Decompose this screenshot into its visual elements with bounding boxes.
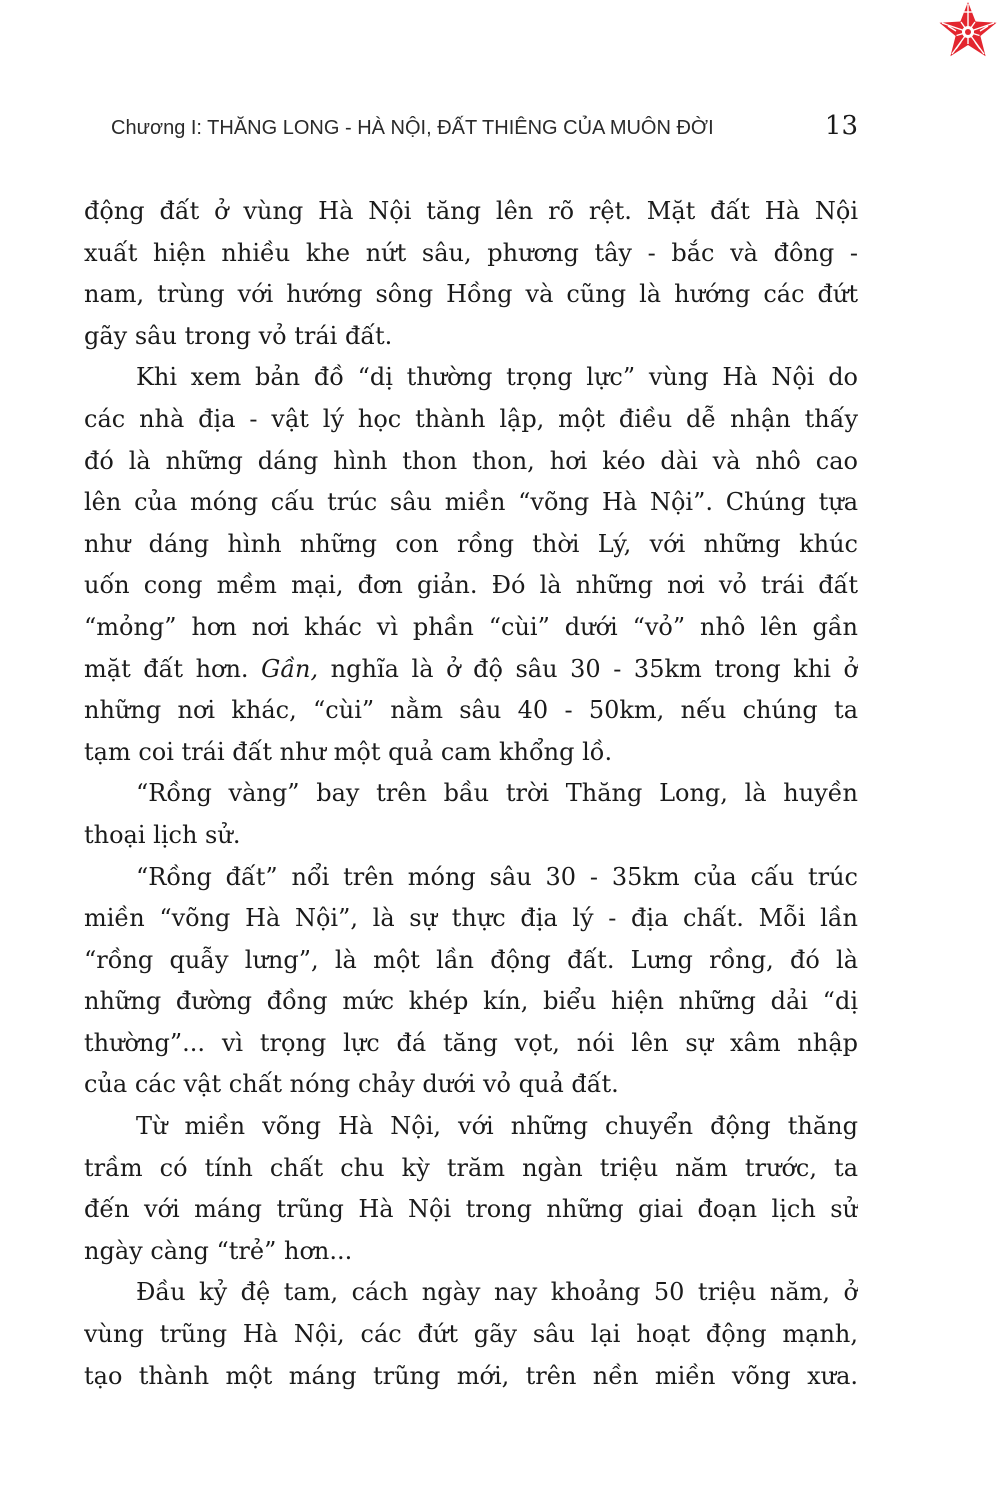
text-line (84, 649, 858, 691)
text-line: thường”... vì trọng lực đá tăng vọt, nói lên sự xâm nhập (84, 1028, 858, 1057)
text-line: tạo thành một máng trũng mới, trên nền miền võng xưa. (84, 1361, 858, 1390)
text-line: nam, trùng với hướng sông Hồng và cũng là hướng các đứt (84, 280, 858, 309)
text-line: như dáng hình những con rồng thời Lý, với những khúc (84, 529, 858, 558)
paragraph (84, 1272, 858, 1397)
text-line: “Rồng đất” nổi trên móng sâu 30 - 35km của cấu trúc (136, 862, 858, 891)
paragraph (84, 191, 858, 357)
text-line: đến với máng trũng Hà Nội trong những giai đoạn lịch sử (84, 1195, 858, 1224)
text-line: lên của móng cấu trúc sâu miền “võng Hà Nội”. Chúng tựa (84, 488, 858, 517)
text-line: gãy sâu trong vỏ trái đất. (84, 321, 393, 350)
text-line: đó là những dáng hình thon thon, hơi kéo dài và nhô cao (84, 446, 858, 475)
text-line: “Rồng vàng” bay trên bầu trời Thăng Long, là huyền (136, 779, 858, 808)
body-text (84, 191, 858, 1397)
paragraph (84, 857, 858, 1107)
text-line: các nhà địa - vật lý học thành lập, một điều dễ nhận thấy (84, 404, 858, 433)
text-line: Khi xem bản đồ “dị thường trọng lực” vùng Hà Nội do (136, 363, 858, 392)
text-line: “rồng quẫy lưng”, là một lần động đất. Lưng rồng, đó là (84, 945, 858, 974)
text-line: vùng trũng Hà Nội, các đứt gãy sâu lại hoạt động mạnh, (84, 1320, 858, 1349)
text-line: tạm coi trái đất như một quả cam khổng lồ. (84, 737, 613, 766)
text-line: miền “võng Hà Nội”, là sự thực địa lý - địa chất. Mỗi lần (84, 904, 858, 933)
text-line: Từ miền võng Hà Nội, với những chuyển động thăng (136, 1112, 858, 1141)
text-segment: mặt đất hơn. (84, 654, 262, 683)
text-line: động đất ở vùng Hà Nội tăng lên rõ rệt. Mặt đất Hà Nội (84, 197, 858, 225)
running-title: Chương I: THĂNG LONG - HÀ NỘI, ĐẤT THIÊNG CỦA MUÔN ĐỜI (111, 117, 714, 139)
text-line: những nơi khác, “cùi” nằm sâu 40 - 50km, nếu chúng ta (84, 696, 858, 725)
text-line: thoại lịch sử. (84, 820, 241, 849)
page-number: 13 (824, 111, 858, 141)
paragraph (84, 1106, 858, 1272)
paragraph (84, 773, 858, 856)
text-line: uốn cong mềm mại, đơn giản. Đó là những nơi vỏ trái đất (84, 571, 858, 600)
text-line: Đầu kỷ đệ tam, cách ngày nay khoảng 50 triệu năm, ở (136, 1278, 858, 1307)
text-line: trầm có tính chất chu kỳ trăm ngàn triệu năm trước, ta (84, 1153, 858, 1182)
text-line: của các vật chất nóng chảy dưới vỏ quả đất. (84, 1070, 619, 1099)
text-line: những đường đồng mức khép kín, biểu hiện những dải “dị (84, 987, 858, 1016)
publisher-star-emblem-icon (934, 0, 1000, 62)
text-line: “mỏng” hơn nơi khác vì phần “cùi” dưới “vỏ” nhô lên gần (84, 612, 858, 641)
text-line: xuất hiện nhiều khe nứt sâu, phương tây - bắc và đông - (84, 238, 858, 267)
text-segment: nghĩa là ở độ sâu 30 - 35km trong khi ở (318, 654, 858, 683)
text-line: ngày càng “trẻ” hơn... (84, 1236, 353, 1265)
paragraph (84, 357, 858, 773)
italic-term: Gần, (261, 654, 319, 683)
